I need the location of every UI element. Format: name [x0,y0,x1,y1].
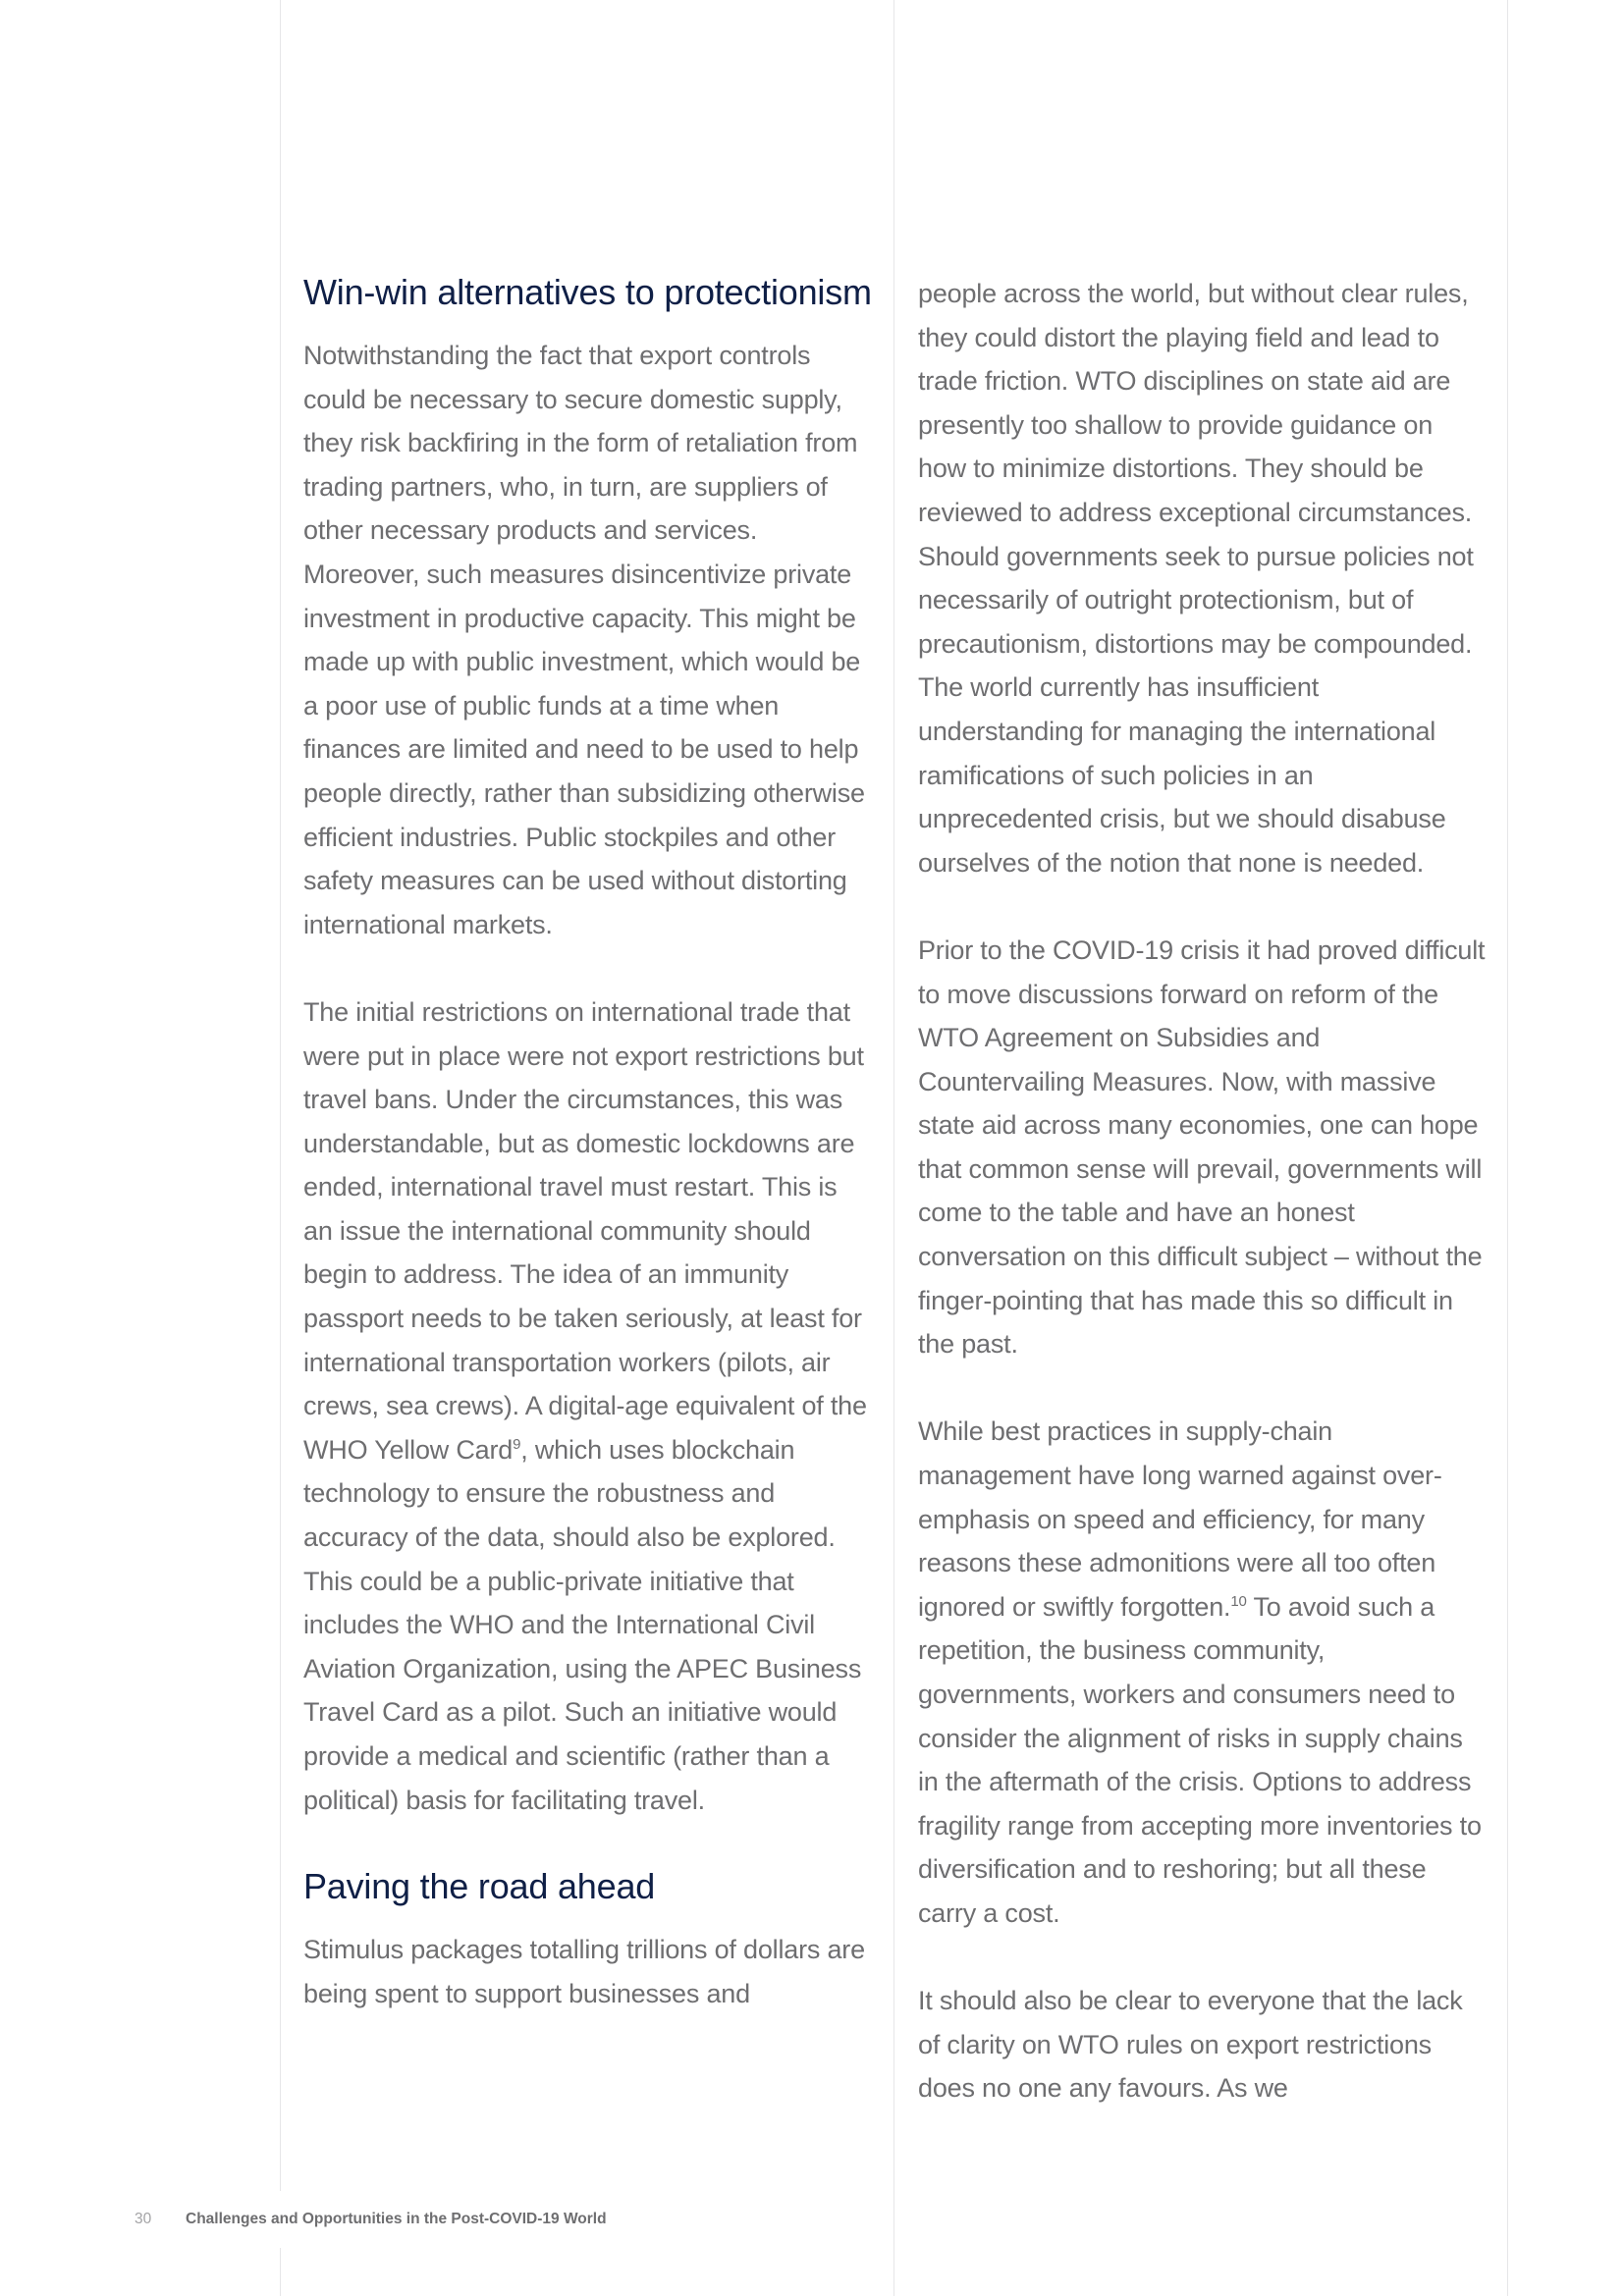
right-column [918,272,1488,2110]
left-column [303,271,873,2015]
footnote-ref-9: 9 [513,1435,521,1453]
footnote-ref-10: 10 [1230,1592,1247,1610]
heading-paving-the-road-ahead: Paving the road ahead [303,1866,656,1907]
paragraph-travel-bans-text-1: The initial restrictions on international trade that were put in place were not export restrictions but travel bans. Under the circumstances, this was understandable, but as domestic lockdowns are ended, international travel must restart. This is an issue the international community should begin to address. The idea of an immunity passport needs to be taken seriously, at least for international transportation workers (pilots, air crews, sea crews). A digital-age equivalent of the WHO Yellow Card [303,996,867,1465]
paragraph-supply-chain-text-2: To avoid such a repetition, the business community, governments, workers and consumers need to consider the alignment of risks in supply chains in the aftermath of the crisis. Options to address fragility range from accepting more inventories to diversification and to reshoring; but all these carry a cost. [918,1591,1482,1928]
paragraph-export-restrictions: It should also be clear to everyone that the lack of clarity on WTO rules on export restrictions does no one any favours. As we [918,1986,1463,2104]
paragraph-state-aid: people across the world, but without clear rules, they could distort the playing field and lead to trade friction. WTO disciplines on state aid are presently too shallow to provide guidance on how to minimize distortions. They should be reviewed to address exceptional circumstances. Should governments seek to pursue policies not necessarily of outright protectionism, but of precautionism, distortions may be compounded. The world currently has insufficient understanding for managing the international ramifications of such policies in an unprecedented crisis, but we should disabuse ourselves of the notion that none is needed. [918,279,1474,878]
page-number: 30 [135,2211,152,2227]
paragraph-export-controls: Notwithstanding the fact that export controls could be necessary to secure domestic supply, they risk backfiring in the form of retaliation from trading partners, who, in turn, are suppliers of other necessary products and services. Moreover, such measures disincentivize private investment in productive capacity. This might be made up with public investment, which would be a poor use of public funds at a time when finances are limited and need to be used to help people directly, rather than subsidizing otherwise efficient industries. Public stockpiles and other safety measures can be used without distorting international markets. [303,341,865,939]
paragraph-stimulus-packages: Stimulus packages totalling trillions of dollars are being spent to support businesses and [303,1935,865,2008]
paragraph-travel-bans-text-2: , which uses blockchain technology to ensure the robustness and accuracy of the data, should also be explored. This could be a public-private initiative that includes the WHO and the International Civil Aviation Organization, using the APEC Business Travel Card as a pilot. Such an initiative would provide a medical and scientific (rather than a political) basis for facilitating travel. [303,1434,862,1815]
column-divider-middle [893,0,894,2296]
paragraph-travel-bans [303,990,873,1822]
column-divider-right [1507,0,1508,2296]
page-footer [135,2211,607,2228]
footer-title: Challenges and Opportunities in the Post-COVID-19 World [186,2211,607,2227]
paragraph-supply-chain-text-1: While best practices in supply-chain management have long warned against over-emphasis on speed and efficiency, for many reasons these admonitions were all too often ignored or swiftly forgotten. [918,1416,1442,1622]
paragraph-supply-chain [918,1410,1488,1935]
column-divider-left-lower [280,2248,281,2296]
paragraph-wto-subsidies: Prior to the COVID-19 crisis it had proved difficult to move discussions forward on reform of the WTO Agreement on Subsidies and Countervailing Measures. Now, with massive state aid across many economies, one can hope that common sense will prevail, governments will come to the table and have an honest conversation on this difficult subject – without the finger-pointing that has made this so difficult in the past. [918,934,1486,1360]
column-divider-left [280,0,281,2191]
heading-win-win-alternatives: Win-win alternatives to protectionism [303,272,872,312]
